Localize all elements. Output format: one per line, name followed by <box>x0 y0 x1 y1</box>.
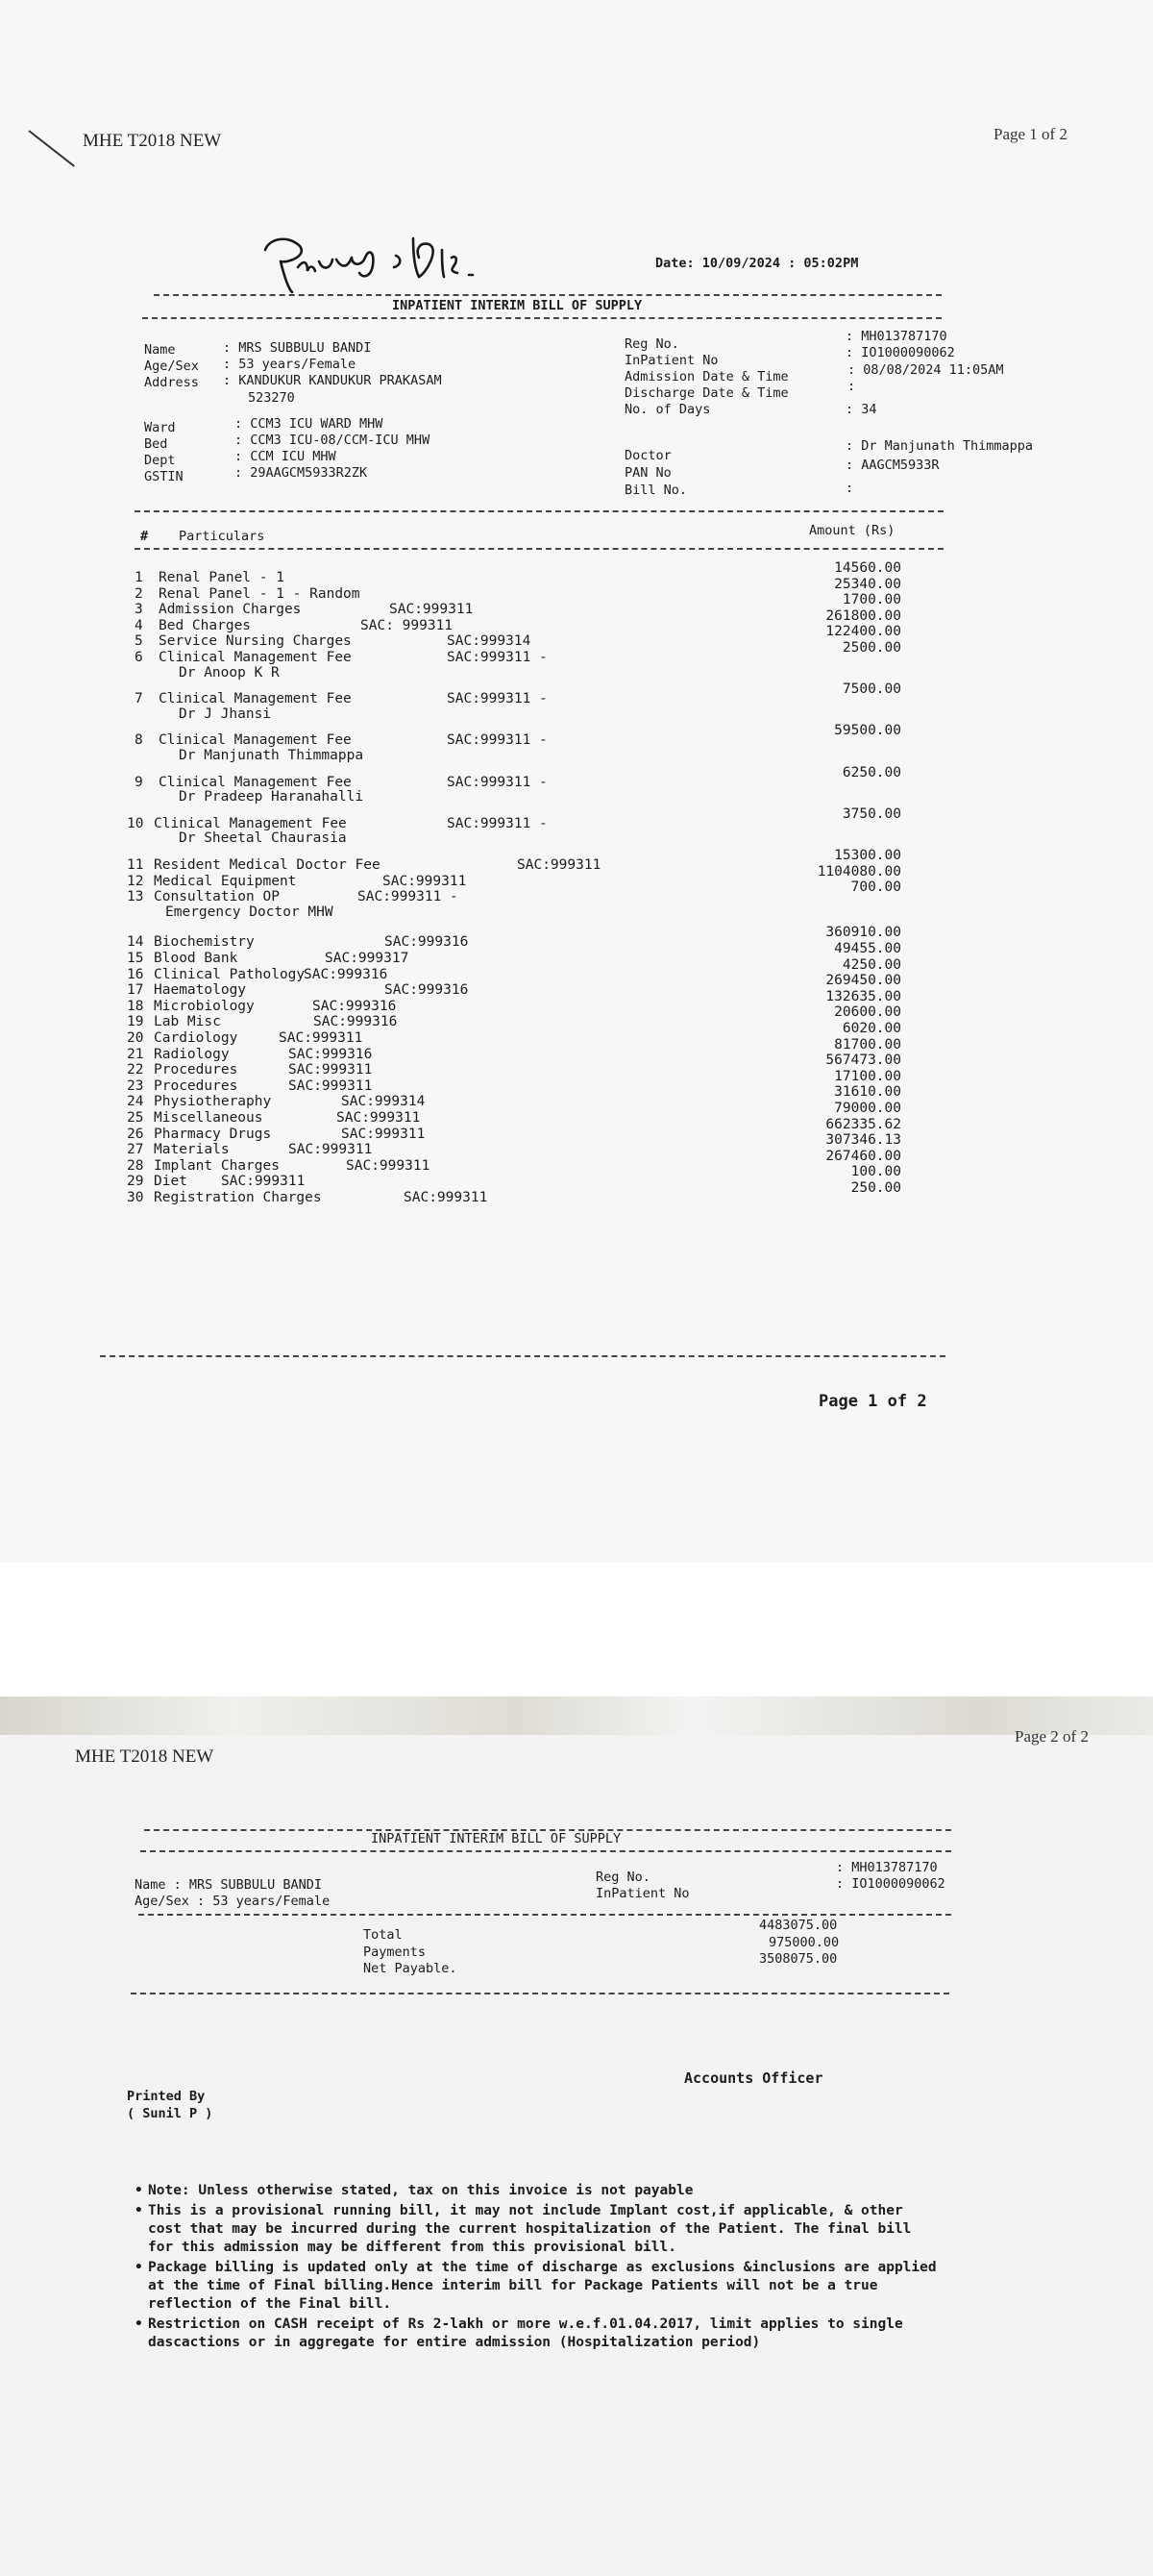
column-hash: # <box>140 529 149 544</box>
divider <box>135 548 944 550</box>
field-value: : 08/08/2024 11:05AM <box>847 362 1004 378</box>
field-value: : KANDUKUR KANDUKUR PRAKASAM <box>223 373 442 388</box>
item-number: 24 <box>127 1094 144 1110</box>
printed-by-label: Printed By <box>127 2089 206 2104</box>
item-description: Resident Medical Doctor Fee <box>154 857 380 873</box>
item-description: Service Nursing Charges <box>159 633 352 650</box>
item-number: 27 <box>127 1142 144 1158</box>
item-amount: 1104080.00 <box>817 863 901 879</box>
item-amount: 250.00 <box>850 1180 901 1196</box>
item-description: Miscellaneous <box>154 1110 263 1126</box>
note-text: This is a provisional running bill, it may not include Implant cost,if applicable, & other cost that may be incurred during the current hospitalization of the Patient. The final bill for this admission may be different from this provisional bill. <box>148 2203 912 2255</box>
field-label: PAN No <box>625 465 672 481</box>
item-number: 29 <box>127 1174 144 1190</box>
item-amount: 81700.00 <box>834 1036 901 1053</box>
field-value: : MH013787170 <box>846 329 947 344</box>
item-sac-code: SAC:999311 <box>341 1126 426 1142</box>
item-description: Consultation OP <box>154 889 280 905</box>
item-sac-code: SAC:999314 <box>447 633 531 650</box>
item-number: 26 <box>127 1126 144 1142</box>
item-number: 25 <box>127 1110 144 1126</box>
item-sac-code: SAC:999311 <box>346 1157 430 1174</box>
item-number: 16 <box>127 966 144 982</box>
item-number: 14 <box>127 934 144 951</box>
note-item: • Package billing is updated only at the time of discharge as exclusions &inclusions are applied at the time of Final billing.Hence interim bill for Package Patients will not be a true reflection of the Final bill. <box>135 2260 937 2312</box>
item-number: 8 <box>135 732 143 749</box>
item-sac-code: SAC:999316 <box>384 982 469 999</box>
accounts-officer: Accounts Officer <box>684 2069 823 2087</box>
inpatient-value: : IO1000090062 <box>836 1876 945 1892</box>
field-label: Bill No. <box>625 483 688 498</box>
inpatient-label: InPatient No <box>596 1886 690 1901</box>
bill-item-row <box>0 576 1153 604</box>
item-sac-code: SAC:999311 <box>279 1030 363 1046</box>
item-amount: 15300.00 <box>834 848 901 863</box>
item-doctor-name: Dr J Jhansi <box>179 706 272 722</box>
item-sac-code: SAC:999316 <box>288 1046 373 1062</box>
form-code: MHE T2018 NEW <box>83 131 222 151</box>
item-amount: 261800.00 <box>825 607 901 624</box>
item-doctor-name: Dr Manjunath Thimmappa <box>179 748 364 763</box>
column-amount: Amount (Rs) <box>809 523 895 538</box>
total-value: 4483075.00 <box>759 1918 838 1933</box>
field-value: : IO1000090062 <box>846 345 955 360</box>
item-number: 6 <box>135 650 143 665</box>
item-amount: 307346.13 <box>825 1132 901 1149</box>
field-label: Dept <box>144 453 176 468</box>
item-number: 19 <box>127 1014 144 1030</box>
item-amount: 49455.00 <box>834 941 901 956</box>
item-number: 15 <box>127 951 144 966</box>
field-value: : <box>846 481 854 496</box>
printed-by-name: ( Sunil P ) <box>127 2106 213 2121</box>
item-amount: 662335.62 <box>825 1116 901 1132</box>
note-text: Restriction on CASH receipt of Rs 2-lakh or more w.e.f.01.04.2017, limit applies to single dascactions or in aggregate for entire admission (Hospitalization period) <box>148 2316 903 2350</box>
field-label: Discharge Date & Time <box>625 385 789 401</box>
field-label: Bed <box>144 436 168 452</box>
item-sac-code: SAC:999311 - <box>447 650 548 665</box>
patient-name: Name : MRS SUBBULU BANDI <box>135 1877 323 1893</box>
item-number: 28 <box>127 1157 144 1174</box>
bill-item-row <box>0 805 1153 833</box>
item-sac-code: SAC:999311 - <box>447 774 548 790</box>
item-amount: 100.00 <box>850 1164 901 1180</box>
field-label: Name <box>144 342 176 358</box>
item-description: Diet <box>154 1174 187 1190</box>
item-amount: 6020.00 <box>842 1021 901 1036</box>
reg-value: : MH013787170 <box>836 1860 938 1875</box>
item-description: Admission Charges <box>159 602 302 618</box>
item-sac-code: SAC:999316 <box>313 1014 398 1030</box>
divider <box>100 1355 945 1357</box>
note-item: • Note: Unless otherwise stated, tax on this invoice is not payable <box>135 2183 694 2198</box>
item-number: 3 <box>135 602 143 618</box>
item-description: Biochemistry <box>154 934 255 951</box>
field-label: No. of Days <box>625 402 711 417</box>
field-label: Doctor <box>625 448 672 463</box>
item-number: 4 <box>135 617 143 633</box>
form-code: MHE T2018 NEW <box>75 1746 214 1767</box>
payments-label: Payments <box>363 1944 427 1960</box>
bill-item-row <box>0 848 1153 875</box>
item-doctor-name: Emergency Doctor MHW <box>165 904 333 920</box>
page-gap <box>0 1562 1153 1697</box>
field-value: : MRS SUBBULU BANDI <box>223 340 372 356</box>
item-description: Clinical Management Fee <box>159 774 352 790</box>
notes-section <box>135 2182 942 2354</box>
item-number: 13 <box>127 889 144 905</box>
field-value: : CCM ICU MHW <box>234 449 336 464</box>
item-amount: 14560.00 <box>834 560 901 576</box>
item-amount: 59500.00 <box>834 723 901 739</box>
item-number: 21 <box>127 1046 144 1062</box>
item-description: Microbiology <box>154 998 255 1014</box>
item-sac-code: SAC:999311 - <box>357 889 458 905</box>
item-amount: 3750.00 <box>842 805 901 822</box>
item-amount: 567473.00 <box>825 1053 901 1069</box>
field-label: Address <box>144 375 199 390</box>
bill-item-row <box>0 681 1153 708</box>
field-label: GSTIN <box>144 469 184 484</box>
item-description: Procedures <box>154 1062 238 1078</box>
item-sac-code: SAC:999311 <box>517 857 601 873</box>
item-amount: 4250.00 <box>842 956 901 973</box>
bill-date: Date: 10/09/2024 : 05:02PM <box>655 256 859 271</box>
page-indicator: Page 1 of 2 <box>994 125 1067 143</box>
divider <box>138 1914 951 1916</box>
field-label: Ward <box>144 420 176 435</box>
item-number: 1 <box>135 570 143 585</box>
item-sac-code: SAC:999311 - <box>447 732 548 749</box>
item-amount: 269450.00 <box>825 973 901 989</box>
item-sac-code: SAC: 999311 <box>360 617 454 633</box>
item-sac-code: SAC:999311 <box>288 1142 373 1158</box>
item-amount: 1700.00 <box>842 592 901 608</box>
item-number: 2 <box>135 585 143 602</box>
item-sac-code: SAC:999311 <box>389 602 474 618</box>
item-amount: 360910.00 <box>825 925 901 941</box>
divider <box>154 294 942 296</box>
item-description: Bed Charges <box>159 617 252 633</box>
item-sac-code: SAC:999311 <box>288 1062 373 1078</box>
item-description: Renal Panel - 1 <box>159 570 284 585</box>
item-number: 9 <box>135 774 143 790</box>
patient-age: Age/Sex : 53 years/Female <box>135 1894 331 1909</box>
note-item: • This is a provisional running bill, it may not include Implant cost,if applicable, & other cost that may be incurred during the current hospitalization of the Patient. The final bill for this admission may be different from this provisional bill. <box>135 2203 912 2255</box>
item-sac-code: SAC:999311 <box>382 873 467 889</box>
divider <box>140 1850 951 1852</box>
column-particulars: Particulars <box>179 529 265 544</box>
net-payable-value: 3508075.00 <box>759 1951 838 1967</box>
item-amount: 6250.00 <box>842 764 901 780</box>
item-number: 23 <box>127 1077 144 1094</box>
net-payable-label: Net Payable. <box>363 1961 457 1976</box>
item-number: 11 <box>127 857 144 873</box>
item-number: 18 <box>127 998 144 1014</box>
divider <box>131 1993 949 1994</box>
field-value: : CCM3 ICU WARD MHW <box>234 416 383 432</box>
note-text: Package billing is updated only at the time of discharge as exclusions &inclusions are applied at the time of Final billing.Hence interim bill for Package Patients will not be a true reflection of the Final bill. <box>148 2260 937 2312</box>
scan-shadow <box>0 1697 1153 1735</box>
item-amount: 20600.00 <box>834 1004 901 1021</box>
field-label: Age/Sex <box>144 359 199 374</box>
item-sac-code: SAC:999316 <box>312 998 397 1014</box>
item-number: 5 <box>135 633 143 650</box>
item-description: Haematology <box>154 982 247 999</box>
field-value: 523270 <box>248 390 295 406</box>
field-value: : CCM3 ICU-08/CCM-ICU MHW <box>234 433 430 448</box>
item-number: 7 <box>135 691 143 707</box>
field-label: Reg No. <box>625 336 679 352</box>
item-doctor-name: Dr Pradeep Haranahalli <box>179 789 364 805</box>
item-description: Clinical Management Fee <box>154 815 347 831</box>
item-description: Registration Charges <box>154 1190 322 1205</box>
item-amount: 25340.00 <box>834 576 901 592</box>
item-number: 10 <box>127 815 144 831</box>
item-amount: 2500.00 <box>842 640 901 656</box>
item-description: Cardiology <box>154 1030 238 1046</box>
field-value: : Dr Manjunath Thimmappa <box>846 438 1034 454</box>
item-sac-code: SAC:999314 <box>341 1094 426 1110</box>
bill-page-2 <box>0 1697 1153 2576</box>
item-description: Pharmacy Drugs <box>154 1126 272 1142</box>
item-sac-code: SAC:999311 <box>404 1190 488 1205</box>
item-description: Physiotheraphy <box>154 1094 272 1110</box>
bill-title: INPATIENT INTERIM BILL OF SUPPLY <box>392 298 643 313</box>
reg-label: Reg No. <box>596 1870 650 1885</box>
item-amount: 17100.00 <box>834 1068 901 1084</box>
item-description: Implant Charges <box>154 1157 280 1174</box>
item-description: Materials <box>154 1142 230 1158</box>
item-number: 30 <box>127 1190 144 1205</box>
item-amount: 122400.00 <box>825 624 901 640</box>
field-value: : 53 years/Female <box>223 357 356 372</box>
divider <box>142 317 942 319</box>
item-description: Renal Panel - 1 - Random <box>159 585 360 602</box>
item-description: Radiology <box>154 1046 230 1062</box>
total-label: Total <box>363 1927 403 1943</box>
handwritten-signature <box>259 229 548 300</box>
field-value: : AAGCM5933R <box>846 458 940 473</box>
page-footer: Page 1 of 2 <box>819 1392 927 1411</box>
item-number: 20 <box>127 1030 144 1046</box>
item-sac-code: SAC:999311 <box>336 1110 421 1126</box>
field-label: Admission Date & Time <box>625 369 789 384</box>
item-sac-code: SAC:999311 - <box>447 691 548 707</box>
item-description: Clinical Management Fee <box>159 732 352 749</box>
item-amount: 31610.00 <box>834 1084 901 1101</box>
item-sac-code: SAC:999316 <box>384 934 469 951</box>
item-doctor-name: Dr Anoop K R <box>179 664 280 681</box>
item-description: Medical Equipment <box>154 873 297 889</box>
item-description: Clinical Pathology <box>154 966 306 982</box>
item-sac-code: SAC:999311 - <box>447 815 548 831</box>
note-text: Note: Unless otherwise stated, tax on this invoice is not payable <box>148 2183 694 2198</box>
item-sac-code: SAC:999311 <box>221 1174 306 1190</box>
note-item: • Restriction on CASH receipt of Rs 2-lakh or more w.e.f.01.04.2017, limit applies to single dascactions or in aggregate for entire admission (Hospitalization period) <box>135 2316 903 2350</box>
item-number: 17 <box>127 982 144 999</box>
item-number: 22 <box>127 1062 144 1078</box>
item-description: Procedures <box>154 1077 238 1094</box>
page-indicator: Page 2 of 2 <box>1015 1727 1089 1746</box>
pen-stroke <box>28 130 75 167</box>
field-value: : <box>847 379 856 394</box>
item-doctor-name: Dr Sheetal Chaurasia <box>179 830 347 847</box>
item-amount: 7500.00 <box>842 681 901 698</box>
item-description: Clinical Management Fee <box>159 650 352 665</box>
item-amount: 700.00 <box>850 879 901 896</box>
item-number: 12 <box>127 873 144 889</box>
item-description: Clinical Management Fee <box>159 691 352 707</box>
item-sac-code: SAC:999316 <box>304 966 388 982</box>
bill-item-row <box>0 764 1153 792</box>
bill-item-row <box>0 560 1153 587</box>
item-sac-code: SAC:999317 <box>325 951 409 966</box>
field-value: : 34 <box>846 402 877 417</box>
payments-value: 975000.00 <box>769 1935 840 1950</box>
item-sac-code: SAC:999311 <box>288 1077 373 1094</box>
item-amount: 132635.00 <box>825 988 901 1004</box>
field-value: : 29AAGCM5933R2ZK <box>234 465 368 481</box>
bill-title: INPATIENT INTERIM BILL OF SUPPLY <box>371 1831 622 1846</box>
bill-item-row <box>0 925 1153 952</box>
item-description: Blood Bank <box>154 951 238 966</box>
item-amount: 79000.00 <box>834 1101 901 1116</box>
field-label: InPatient No <box>625 353 719 368</box>
divider <box>135 510 944 512</box>
bill-item-row <box>0 723 1153 750</box>
item-description: Lab Misc <box>154 1014 221 1030</box>
item-amount: 267460.00 <box>825 1148 901 1164</box>
